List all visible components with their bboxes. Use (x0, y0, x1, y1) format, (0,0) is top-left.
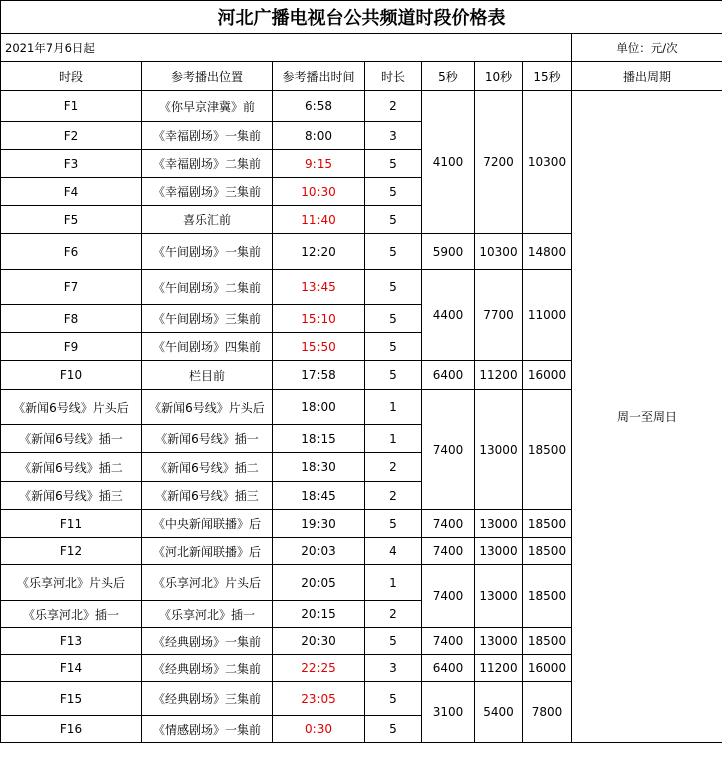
position-cell: 《乐享河北》片头后 (142, 565, 273, 601)
time-cell: 23:05 (273, 682, 365, 716)
time-cell: 13:45 (273, 270, 365, 305)
slot-cell: F7 (1, 270, 142, 305)
slot-cell: F11 (1, 510, 142, 538)
duration-cell: 1 (365, 565, 422, 601)
slot-cell: 《新闻6号线》插二 (1, 453, 142, 482)
slot-cell: F1 (1, 91, 142, 122)
time-cell: 18:45 (273, 482, 365, 510)
price-p10-cell: 7200 (475, 91, 523, 234)
time-cell: 18:15 (273, 425, 365, 453)
slot-cell: F3 (1, 150, 142, 178)
time-cell: 11:40 (273, 206, 365, 234)
table-row (1, 91, 722, 122)
time-cell: 20:15 (273, 601, 365, 628)
duration-cell: 5 (365, 150, 422, 178)
slot-cell: 《新闻6号线》插一 (1, 425, 142, 453)
time-cell: 20:05 (273, 565, 365, 601)
price-p5-cell: 7400 (422, 628, 475, 655)
duration-cell: 3 (365, 655, 422, 682)
price-p10-cell: 11200 (475, 655, 523, 682)
position-cell: 《新闻6号线》插一 (142, 425, 273, 453)
slot-cell: F13 (1, 628, 142, 655)
time-cell: 22:25 (273, 655, 365, 682)
time-cell: 17:58 (273, 361, 365, 390)
duration-cell: 5 (365, 333, 422, 361)
position-cell: 《新闻6号线》片头后 (142, 390, 273, 425)
effective-date: 2021年7月6日起 (1, 34, 572, 62)
price-p5-cell: 5900 (422, 234, 475, 270)
position-cell: 喜乐汇前 (142, 206, 273, 234)
duration-cell: 5 (365, 178, 422, 206)
time-cell: 15:10 (273, 305, 365, 333)
slot-cell: F10 (1, 361, 142, 390)
header-duration: 时长 (365, 62, 422, 91)
time-cell: 0:30 (273, 716, 365, 743)
position-cell: 《经典剧场》一集前 (142, 628, 273, 655)
price-p10-cell: 13000 (475, 510, 523, 538)
price-p5-cell: 4400 (422, 270, 475, 361)
duration-cell: 5 (365, 305, 422, 333)
duration-cell: 4 (365, 538, 422, 565)
time-cell: 15:50 (273, 333, 365, 361)
duration-cell: 5 (365, 682, 422, 716)
cycle-cell: 周一至周日 (572, 91, 722, 743)
duration-cell: 1 (365, 425, 422, 453)
price-p15-cell: 14800 (523, 234, 572, 270)
duration-cell: 1 (365, 390, 422, 425)
slot-cell: F12 (1, 538, 142, 565)
time-cell: 20:03 (273, 538, 365, 565)
price-p15-cell: 10300 (523, 91, 572, 234)
slot-cell: F5 (1, 206, 142, 234)
price-p15-cell: 16000 (523, 655, 572, 682)
header-price-5s: 5秒 (422, 62, 475, 91)
duration-cell: 2 (365, 482, 422, 510)
slot-cell: F9 (1, 333, 142, 361)
position-cell: 《你早京津冀》前 (142, 91, 273, 122)
duration-cell: 3 (365, 122, 422, 150)
duration-cell: 5 (365, 234, 422, 270)
position-cell: 《乐享河北》插一 (142, 601, 273, 628)
time-cell: 10:30 (273, 178, 365, 206)
time-cell: 18:30 (273, 453, 365, 482)
price-p15-cell: 18500 (523, 565, 572, 628)
position-cell: 栏目前 (142, 361, 273, 390)
unit-label: 单位：元/次 (572, 34, 722, 62)
price-p5-cell: 6400 (422, 655, 475, 682)
position-cell: 《经典剧场》三集前 (142, 682, 273, 716)
slot-cell: 《乐享河北》片头后 (1, 565, 142, 601)
price-p5-cell: 6400 (422, 361, 475, 390)
price-p15-cell: 18500 (523, 538, 572, 565)
price-p15-cell: 11000 (523, 270, 572, 361)
price-p10-cell: 13000 (475, 628, 523, 655)
price-p5-cell: 4100 (422, 91, 475, 234)
position-cell: 《新闻6号线》插二 (142, 453, 273, 482)
duration-cell: 2 (365, 453, 422, 482)
price-p10-cell: 13000 (475, 390, 523, 510)
price-p5-cell: 7400 (422, 565, 475, 628)
duration-cell: 5 (365, 628, 422, 655)
duration-cell: 2 (365, 91, 422, 122)
header-price-10s: 10秒 (475, 62, 523, 91)
position-cell: 《中央新闻联播》后 (142, 510, 273, 538)
price-p10-cell: 13000 (475, 565, 523, 628)
header-time: 参考播出时间 (273, 62, 365, 91)
slot-cell: F2 (1, 122, 142, 150)
price-p10-cell: 13000 (475, 538, 523, 565)
price-p5-cell: 7400 (422, 538, 475, 565)
slot-cell: F14 (1, 655, 142, 682)
slot-cell: 《乐享河北》插一 (1, 601, 142, 628)
position-cell: 《情感剧场》一集前 (142, 716, 273, 743)
time-cell: 6:58 (273, 91, 365, 122)
price-p15-cell: 18500 (523, 390, 572, 510)
price-p15-cell: 18500 (523, 628, 572, 655)
time-cell: 8:00 (273, 122, 365, 150)
header-position: 参考播出位置 (142, 62, 273, 91)
duration-cell: 5 (365, 510, 422, 538)
price-p5-cell: 7400 (422, 510, 475, 538)
price-p10-cell: 7700 (475, 270, 523, 361)
position-cell: 《午间剧场》一集前 (142, 234, 273, 270)
price-p10-cell: 10300 (475, 234, 523, 270)
slot-cell: 《新闻6号线》片头后 (1, 390, 142, 425)
duration-cell: 2 (365, 601, 422, 628)
slot-cell: F4 (1, 178, 142, 206)
time-cell: 19:30 (273, 510, 365, 538)
position-cell: 《午间剧场》四集前 (142, 333, 273, 361)
slot-cell: 《新闻6号线》插三 (1, 482, 142, 510)
header-price-15s: 15秒 (523, 62, 572, 91)
price-p5-cell: 3100 (422, 682, 475, 743)
price-p5-cell: 7400 (422, 390, 475, 510)
price-p10-cell: 11200 (475, 361, 523, 390)
slot-cell: F6 (1, 234, 142, 270)
position-cell: 《新闻6号线》插三 (142, 482, 273, 510)
duration-cell: 5 (365, 716, 422, 743)
position-cell: 《午间剧场》三集前 (142, 305, 273, 333)
position-cell: 《幸福剧场》一集前 (142, 122, 273, 150)
position-cell: 《幸福剧场》三集前 (142, 178, 273, 206)
price-p15-cell: 7800 (523, 682, 572, 743)
price-p10-cell: 5400 (475, 682, 523, 743)
slot-cell: F8 (1, 305, 142, 333)
time-cell: 12:20 (273, 234, 365, 270)
header-cycle: 播出周期 (572, 62, 722, 91)
position-cell: 《经典剧场》二集前 (142, 655, 273, 682)
position-cell: 《午间剧场》二集前 (142, 270, 273, 305)
slot-cell: F16 (1, 716, 142, 743)
page-title: 河北广播电视台公共频道时段价格表 (1, 1, 722, 34)
slot-cell: F15 (1, 682, 142, 716)
header-slot: 时段 (1, 62, 142, 91)
position-cell: 《河北新闻联播》后 (142, 538, 273, 565)
duration-cell: 5 (365, 206, 422, 234)
duration-cell: 5 (365, 270, 422, 305)
duration-cell: 5 (365, 361, 422, 390)
price-p15-cell: 16000 (523, 361, 572, 390)
time-cell: 18:00 (273, 390, 365, 425)
time-cell: 9:15 (273, 150, 365, 178)
position-cell: 《幸福剧场》二集前 (142, 150, 273, 178)
price-p15-cell: 18500 (523, 510, 572, 538)
time-cell: 20:30 (273, 628, 365, 655)
